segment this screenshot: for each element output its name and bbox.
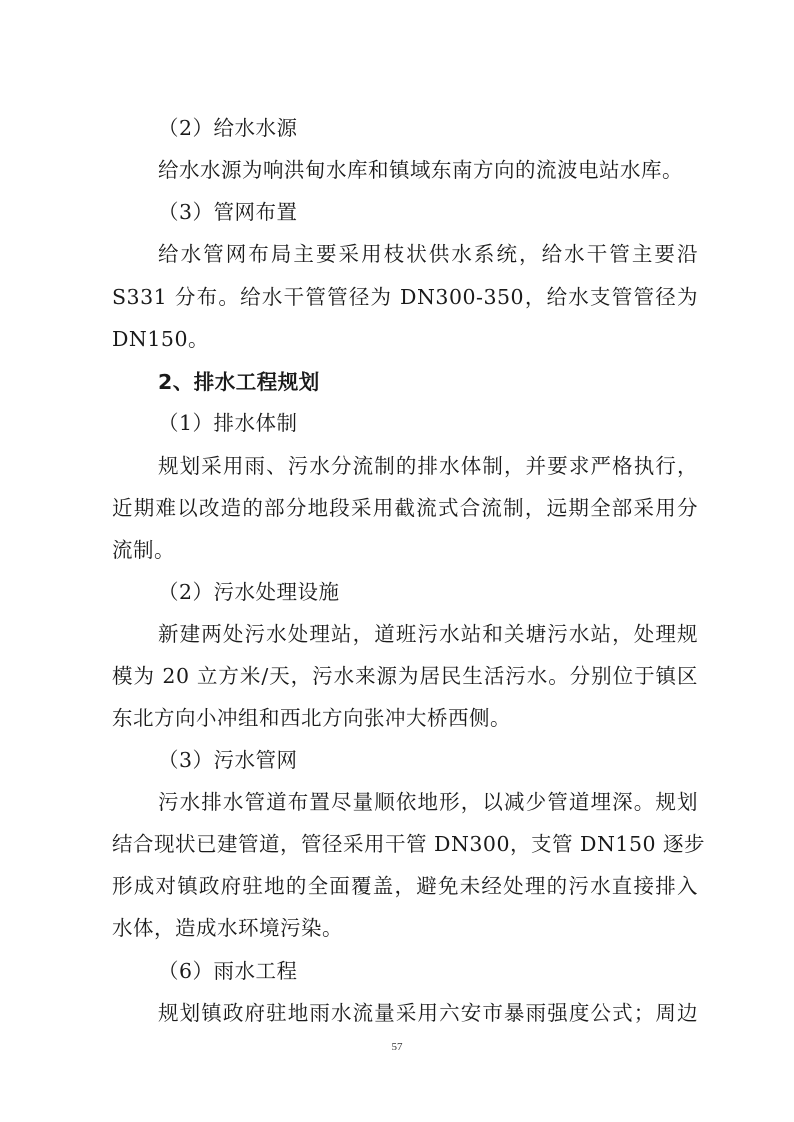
subheading-sewage-network: （3）污水管网 — [158, 748, 298, 772]
paragraph-line: 给水管网布局主要采用枝状供水系统，给水干管主要沿 — [158, 242, 698, 266]
subheading-sewage-facilities: （2）污水处理设施 — [158, 580, 340, 604]
paragraph-line: 东北方向小冲组和西北方向张冲大桥西侧。 — [112, 706, 511, 730]
paragraph-line: 水体，造成水环境污染。 — [112, 916, 343, 940]
paragraph-line: 污水排水管道布置尽量顺依地形，以减少管道埋深。规划 — [158, 790, 698, 814]
subheading-water-source: （2）给水水源 — [158, 116, 298, 140]
subheading-rainwater: （6）雨水工程 — [158, 959, 298, 983]
paragraph-line: S331 分布。给水干管管径为 DN300-350，给水支管管径为 — [112, 285, 698, 309]
paragraph-line: 结合现状已建管道，管径采用干管 DN300，支管 DN150 逐步 — [112, 832, 706, 856]
paragraph-line: 规划镇政府驻地雨水流量采用六安市暴雨强度公式；周边 — [158, 1001, 698, 1025]
paragraph-line: 给水水源为响洪甸水库和镇域东南方向的流波电站水库。 — [158, 158, 683, 182]
subheading-pipe-network-layout: （3）管网布置 — [158, 200, 298, 224]
paragraph-line: 模为 20 立方米/天，污水来源为居民生活污水。分别位于镇区 — [112, 664, 698, 688]
paragraph-line: 流制。 — [112, 538, 175, 562]
paragraph-line: 形成对镇政府驻地的全面覆盖，避免未经处理的污水直接排入 — [112, 874, 698, 898]
page-number: 57 — [391, 1041, 403, 1053]
paragraph-line: 规划采用雨、污水分流制的排水体制，并要求严格执行， — [158, 454, 698, 478]
paragraph-line: 新建两处污水处理站，道班污水站和关塘污水站，处理规 — [158, 622, 698, 646]
subheading-drainage-system: （1）排水体制 — [158, 411, 298, 435]
paragraph-line: DN150。 — [112, 327, 210, 351]
paragraph-line: 近期难以改造的部分地段采用截流式合流制，远期全部采用分 — [112, 496, 698, 520]
section-heading-drainage: 2、排水工程规划 — [158, 370, 320, 394]
